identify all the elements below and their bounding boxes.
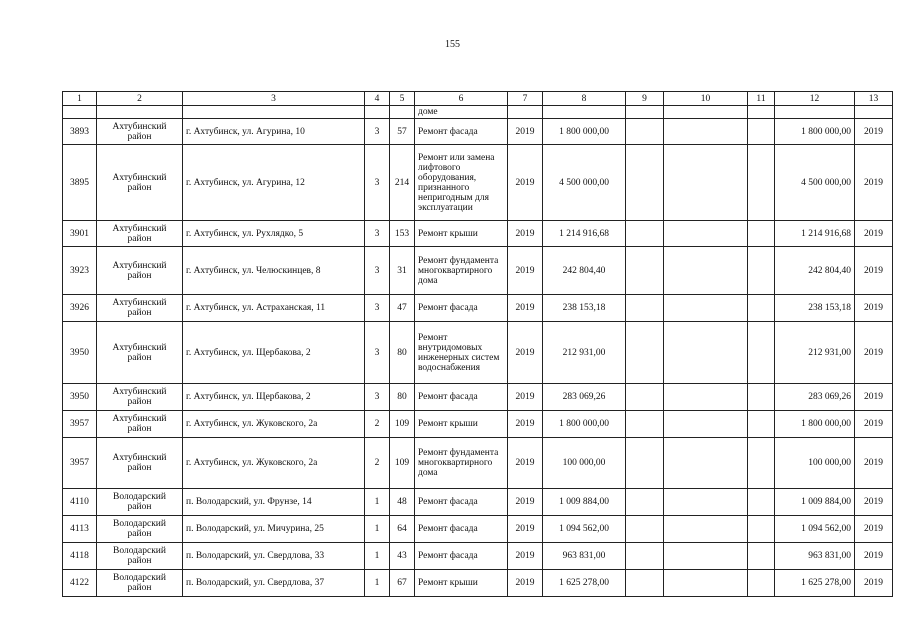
- house-id: 3901: [63, 221, 97, 247]
- work-type-continuation: доме: [415, 106, 508, 119]
- work-type: Ремонт крыши: [415, 221, 508, 247]
- total-amount: 100 000,00: [543, 438, 626, 489]
- col11-value: [748, 119, 775, 145]
- col11-value: [748, 247, 775, 295]
- address: г. Ахтубинск, ул. Щербакова, 2: [183, 384, 365, 411]
- table-row: [63, 322, 893, 384]
- col5-value: 67: [390, 570, 415, 597]
- table-row: [63, 247, 893, 295]
- col9-value: [626, 516, 664, 543]
- work-type: Ремонт фасада: [415, 384, 508, 411]
- total-amount: 242 804,40: [543, 247, 626, 295]
- house-id: 3926: [63, 295, 97, 322]
- col12-amount: 1 800 000,00: [775, 119, 855, 145]
- district-name: Ахтубинский район: [97, 322, 183, 384]
- col9-value: [626, 145, 664, 221]
- district-name: Ахтубинский район: [97, 295, 183, 322]
- year: 2019: [508, 438, 543, 489]
- address: г. Ахтубинск, ул. Жуковского, 2а: [183, 438, 365, 489]
- column-number: 10: [664, 92, 748, 106]
- completion-year: 2019: [855, 438, 893, 489]
- col5-value: 48: [390, 489, 415, 516]
- house-id: 4113: [63, 516, 97, 543]
- address: г. Ахтубинск, ул. Рухлядко, 5: [183, 221, 365, 247]
- col10-value: [664, 438, 748, 489]
- col4-value: 1: [365, 543, 390, 570]
- col11-value: [748, 489, 775, 516]
- house-id: 3957: [63, 411, 97, 438]
- column-number: 9: [626, 92, 664, 106]
- col12-amount: 1 094 562,00: [775, 516, 855, 543]
- col10-value: [664, 384, 748, 411]
- work-type: Ремонт фундамента многоквартирного дома: [415, 247, 508, 295]
- col5-value: 47: [390, 295, 415, 322]
- completion-year: 2019: [855, 411, 893, 438]
- district-name: Володарский район: [97, 543, 183, 570]
- col9-value: [626, 221, 664, 247]
- column-number: 6: [415, 92, 508, 106]
- col9-value: [626, 489, 664, 516]
- work-type: Ремонт фасада: [415, 543, 508, 570]
- col11-value: [748, 145, 775, 221]
- address: г. Ахтубинск, ул. Агурина, 12: [183, 145, 365, 221]
- table-row: [63, 221, 893, 247]
- table-row: [63, 543, 893, 570]
- year: 2019: [508, 543, 543, 570]
- col9-value: [626, 119, 664, 145]
- col4-value: 3: [365, 322, 390, 384]
- col11-value: [748, 322, 775, 384]
- completion-year: 2019: [855, 221, 893, 247]
- completion-year: 2019: [855, 516, 893, 543]
- col12-amount: 1 625 278,00: [775, 570, 855, 597]
- col4-value: 2: [365, 411, 390, 438]
- col10-value: [664, 247, 748, 295]
- work-type: Ремонт крыши: [415, 570, 508, 597]
- col9-value: [626, 247, 664, 295]
- col10-value: [664, 322, 748, 384]
- column-number-row: [63, 92, 893, 106]
- col4-value: 3: [365, 247, 390, 295]
- work-type: Ремонт крыши: [415, 411, 508, 438]
- col5-value: 153: [390, 221, 415, 247]
- total-amount: 212 931,00: [543, 322, 626, 384]
- house-id: 3895: [63, 145, 97, 221]
- table-row: [63, 489, 893, 516]
- column-number: 8: [543, 92, 626, 106]
- district-name: Ахтубинский район: [97, 384, 183, 411]
- col4-value: 1: [365, 516, 390, 543]
- table-row: [63, 384, 893, 411]
- table-row: [63, 295, 893, 322]
- col9-value: [626, 322, 664, 384]
- col12-amount: 1 800 000,00: [775, 411, 855, 438]
- col5-value: 80: [390, 322, 415, 384]
- col4-value: 3: [365, 384, 390, 411]
- house-id: 3957: [63, 438, 97, 489]
- house-id: 3923: [63, 247, 97, 295]
- year: 2019: [508, 570, 543, 597]
- table-row: [63, 516, 893, 543]
- total-amount: 1 625 278,00: [543, 570, 626, 597]
- completion-year: 2019: [855, 489, 893, 516]
- total-amount: 4 500 000,00: [543, 145, 626, 221]
- col9-value: [626, 438, 664, 489]
- column-number: 12: [775, 92, 855, 106]
- address: п. Володарский, ул. Фрунзе, 14: [183, 489, 365, 516]
- table-row: [63, 438, 893, 489]
- col10-value: [664, 295, 748, 322]
- work-type: Ремонт фасада: [415, 119, 508, 145]
- column-number: 5: [390, 92, 415, 106]
- district-name: Володарский район: [97, 516, 183, 543]
- table-row: [63, 119, 893, 145]
- house-id: 3950: [63, 384, 97, 411]
- total-amount: 963 831,00: [543, 543, 626, 570]
- table-body: [63, 92, 893, 597]
- col10-value: [664, 570, 748, 597]
- col12-amount: 4 500 000,00: [775, 145, 855, 221]
- col10-value: [664, 516, 748, 543]
- column-number: 1: [63, 92, 97, 106]
- district-name: Ахтубинский район: [97, 119, 183, 145]
- work-type: Ремонт фасада: [415, 295, 508, 322]
- col9-value: [626, 543, 664, 570]
- address: п. Володарский, ул. Мичурина, 25: [183, 516, 365, 543]
- continuation-row: [63, 106, 893, 119]
- year: 2019: [508, 516, 543, 543]
- district-name: Ахтубинский район: [97, 247, 183, 295]
- col12-amount: 1 009 884,00: [775, 489, 855, 516]
- year: 2019: [508, 247, 543, 295]
- table-row: [63, 570, 893, 597]
- col5-value: 31: [390, 247, 415, 295]
- col5-value: 57: [390, 119, 415, 145]
- col5-value: 109: [390, 411, 415, 438]
- completion-year: 2019: [855, 145, 893, 221]
- year: 2019: [508, 119, 543, 145]
- completion-year: 2019: [855, 384, 893, 411]
- work-type: Ремонт фасада: [415, 516, 508, 543]
- total-amount: 283 069,26: [543, 384, 626, 411]
- total-amount: 1 009 884,00: [543, 489, 626, 516]
- address: г. Ахтубинск, ул. Астраханская, 11: [183, 295, 365, 322]
- col10-value: [664, 145, 748, 221]
- year: 2019: [508, 489, 543, 516]
- district-name: Володарский район: [97, 489, 183, 516]
- year: 2019: [508, 411, 543, 438]
- col4-value: 3: [365, 221, 390, 247]
- col11-value: [748, 438, 775, 489]
- column-number: 4: [365, 92, 390, 106]
- col12-amount: 100 000,00: [775, 438, 855, 489]
- total-amount: 1 094 562,00: [543, 516, 626, 543]
- address: г. Ахтубинск, ул. Жуковского, 2а: [183, 411, 365, 438]
- completion-year: 2019: [855, 570, 893, 597]
- year: 2019: [508, 384, 543, 411]
- district-name: Ахтубинский район: [97, 438, 183, 489]
- col4-value: 1: [365, 489, 390, 516]
- address: г. Ахтубинск, ул. Челюскинцев, 8: [183, 247, 365, 295]
- completion-year: 2019: [855, 322, 893, 384]
- address: г. Ахтубинск, ул. Агурина, 10: [183, 119, 365, 145]
- column-number: 7: [508, 92, 543, 106]
- col9-value: [626, 384, 664, 411]
- col4-value: 3: [365, 295, 390, 322]
- col9-value: [626, 411, 664, 438]
- col11-value: [748, 411, 775, 438]
- total-amount: 1 800 000,00: [543, 411, 626, 438]
- address: п. Володарский, ул. Свердлова, 37: [183, 570, 365, 597]
- column-number: 2: [97, 92, 183, 106]
- house-id: 3950: [63, 322, 97, 384]
- col10-value: [664, 119, 748, 145]
- work-type: Ремонт фасада: [415, 489, 508, 516]
- col9-value: [626, 295, 664, 322]
- house-id: 4118: [63, 543, 97, 570]
- address: п. Володарский, ул. Свердлова, 33: [183, 543, 365, 570]
- district-name: Ахтубинский район: [97, 145, 183, 221]
- col10-value: [664, 489, 748, 516]
- work-type: Ремонт или замена лифтового оборудования, признанного непригодным для эксплуатации: [415, 145, 508, 221]
- col12-amount: 963 831,00: [775, 543, 855, 570]
- column-number: 3: [183, 92, 365, 106]
- house-id: 3893: [63, 119, 97, 145]
- column-number: 13: [855, 92, 893, 106]
- col4-value: 2: [365, 438, 390, 489]
- col11-value: [748, 570, 775, 597]
- work-type: Ремонт фундамента многоквартирного дома: [415, 438, 508, 489]
- year: 2019: [508, 295, 543, 322]
- completion-year: 2019: [855, 119, 893, 145]
- table-row: [63, 145, 893, 221]
- total-amount: 1 800 000,00: [543, 119, 626, 145]
- total-amount: 1 214 916,68: [543, 221, 626, 247]
- table-row: [63, 411, 893, 438]
- col5-value: 43: [390, 543, 415, 570]
- district-name: Ахтубинский район: [97, 411, 183, 438]
- col11-value: [748, 221, 775, 247]
- district-name: Володарский район: [97, 570, 183, 597]
- col11-value: [748, 543, 775, 570]
- col5-value: 64: [390, 516, 415, 543]
- col5-value: 214: [390, 145, 415, 221]
- col4-value: 3: [365, 145, 390, 221]
- repair-program-table: [62, 91, 893, 597]
- year: 2019: [508, 322, 543, 384]
- house-id: 4122: [63, 570, 97, 597]
- page-number: 155: [445, 39, 460, 50]
- col10-value: [664, 221, 748, 247]
- col12-amount: 242 804,40: [775, 247, 855, 295]
- col12-amount: 212 931,00: [775, 322, 855, 384]
- col10-value: [664, 543, 748, 570]
- col4-value: 1: [365, 570, 390, 597]
- completion-year: 2019: [855, 247, 893, 295]
- year: 2019: [508, 221, 543, 247]
- col12-amount: 238 153,18: [775, 295, 855, 322]
- col5-value: 80: [390, 384, 415, 411]
- house-id: 4110: [63, 489, 97, 516]
- total-amount: 238 153,18: [543, 295, 626, 322]
- completion-year: 2019: [855, 295, 893, 322]
- col12-amount: 283 069,26: [775, 384, 855, 411]
- column-number: 11: [748, 92, 775, 106]
- district-name: Ахтубинский район: [97, 221, 183, 247]
- col11-value: [748, 295, 775, 322]
- col12-amount: 1 214 916,68: [775, 221, 855, 247]
- work-type: Ремонт внутридомовых инженерных систем водоснабжения: [415, 322, 508, 384]
- col5-value: 109: [390, 438, 415, 489]
- completion-year: 2019: [855, 543, 893, 570]
- col11-value: [748, 516, 775, 543]
- col11-value: [748, 384, 775, 411]
- col9-value: [626, 570, 664, 597]
- address: г. Ахтубинск, ул. Щербакова, 2: [183, 322, 365, 384]
- col4-value: 3: [365, 119, 390, 145]
- year: 2019: [508, 145, 543, 221]
- col10-value: [664, 411, 748, 438]
